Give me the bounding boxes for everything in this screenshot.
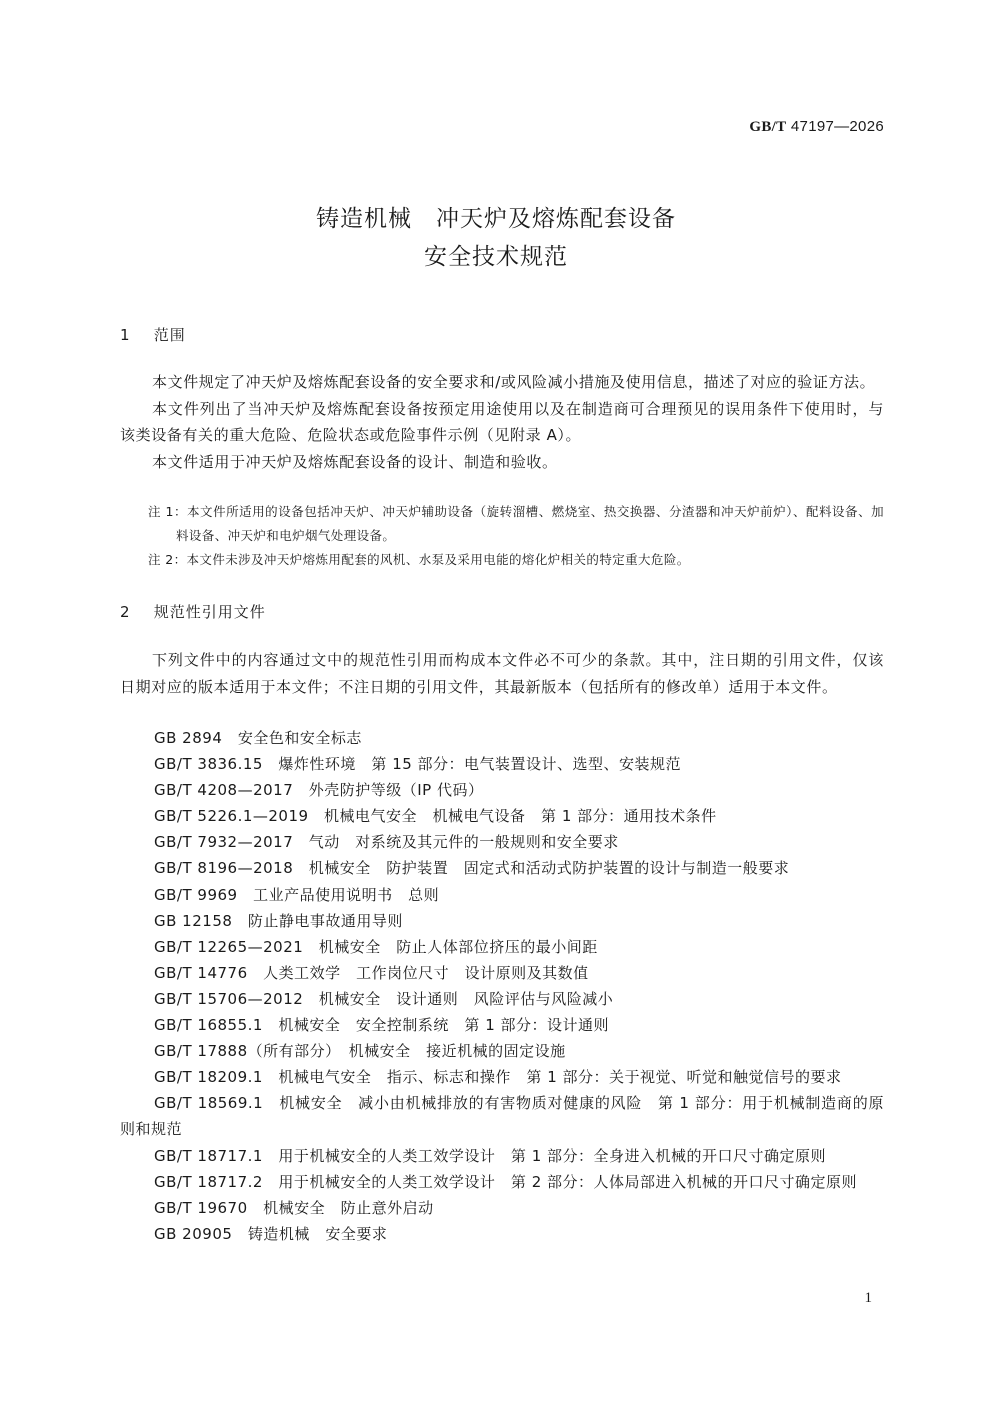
note-2: 注 2：本文件未涉及冲天炉熔炼用配套的风机、水泵及采用电能的熔化炉相关的特定重大危险。 xyxy=(148,552,690,567)
scope-paragraph-3: 本文件适用于冲天炉及熔炼配套设备的设计、制造和验收。 xyxy=(152,452,558,471)
reference-item: GB/T 15706—2012 机械安全 设计通则 风险评估与风险减小 xyxy=(154,989,614,1008)
reference-item: GB 2894 安全色和安全标志 xyxy=(154,729,362,747)
section-2-title: 规范性引用文件 xyxy=(153,603,266,621)
document-title xyxy=(0,200,992,276)
page-number: 1 xyxy=(864,1290,872,1306)
reference-item: GB/T 18717.2 用于机械安全的人类工效学设计 第 2 部分：人体局部进入机械的开口尺寸确定原则 xyxy=(154,1172,858,1191)
section-1-number: 1 xyxy=(120,326,131,344)
section-2-heading xyxy=(120,601,266,622)
standard-number xyxy=(749,118,884,136)
section-1-body xyxy=(120,369,884,475)
reference-item: GB/T 18569.1 机械安全 减小由机械排放的有害物质对健康的风险 第 1 部分：用于机械制造商的原则和规范 xyxy=(120,1094,884,1139)
reference-item: GB/T 4208—2017 外壳防护等级（IP 代码） xyxy=(154,781,484,800)
scope-paragraph-1: 本文件规定了冲天炉及熔炼配套设备的安全要求和/或风险减小措施及使用信息，描述了对应的验证方法。 xyxy=(152,373,876,391)
reference-list xyxy=(120,725,884,1247)
reference-item: GB/T 7932—2017 气动 对系统及其元件的一般规则和安全要求 xyxy=(154,833,619,852)
reference-item: GB/T 3836.15 爆炸性环境 第 15 部分：电气装置设计、选型、安装规范 xyxy=(154,755,682,774)
note-1: 注 1：本文件所适用的设备包括冲天炉、冲天炉辅助设备（旋转溜槽、燃烧室、热交换器、分渣器和冲天炉前炉）、配料设备、加料设备、冲天炉和电炉烟气处理设备。 xyxy=(148,504,884,543)
scope-notes xyxy=(148,500,884,572)
title-line-2: 安全技术规范 xyxy=(424,244,568,270)
reference-item: GB/T 18717.1 用于机械安全的人类工效学设计 第 1 部分：全身进入机械的开口尺寸确定原则 xyxy=(154,1146,827,1165)
reference-item: GB/T 16855.1 机械安全 安全控制系统 第 1 部分：设计通则 xyxy=(154,1016,610,1035)
standard-prefix: GB/T xyxy=(749,119,787,135)
reference-item: GB 20905 铸造机械 安全要求 xyxy=(154,1224,388,1243)
reference-item: GB/T 17888（所有部分） 机械安全 接近机械的固定设施 xyxy=(154,1042,566,1061)
section-2-number: 2 xyxy=(120,603,131,621)
section-2-intro xyxy=(120,647,884,700)
title-line-1: 铸造机械 冲天炉及熔炼配套设备 xyxy=(316,206,676,232)
reference-item: GB/T 12265—2021 机械安全 防止人体部位挤压的最小间距 xyxy=(154,937,598,956)
reference-item: GB/T 19670 机械安全 防止意外启动 xyxy=(154,1198,434,1217)
section-1-title: 范围 xyxy=(153,326,186,344)
section-1-heading xyxy=(120,324,186,345)
reference-item: GB/T 18209.1 机械电气安全 指示、标志和操作 第 1 部分：关于视觉、听觉和触觉信号的要求 xyxy=(154,1068,842,1087)
reference-item: GB/T 14776 人类工效学 工作岗位尺寸 设计原则及其数值 xyxy=(154,963,589,982)
reference-item: GB 12158 防止静电事故通用导则 xyxy=(154,911,403,930)
references-intro: 下列文件中的内容通过文中的规范性引用而构成本文件必不可少的条款。其中，注日期的引用文件，仅该日期对应的版本适用于本文件；不注日期的引用文件，其最新版本（包括所有的修改单）适用于本文件。 xyxy=(120,651,884,696)
scope-paragraph-2: 本文件列出了当冲天炉及熔炼配套设备按预定用途使用以及在制造商可合理预见的误用条件下使用时，与该类设备有关的重大危险、危险状态或危险事件示例（见附录 A）。 xyxy=(120,399,884,444)
standard-code: 47197—2026 xyxy=(790,118,884,135)
reference-item: GB/T 9969 工业产品使用说明书 总则 xyxy=(154,885,440,904)
reference-item: GB/T 8196—2018 机械安全 防护装置 固定式和活动式防护装置的设计与制造一般要求 xyxy=(154,859,790,878)
reference-item: GB/T 5226.1—2019 机械电气安全 机械电气设备 第 1 部分：通用技术条件 xyxy=(154,807,717,826)
